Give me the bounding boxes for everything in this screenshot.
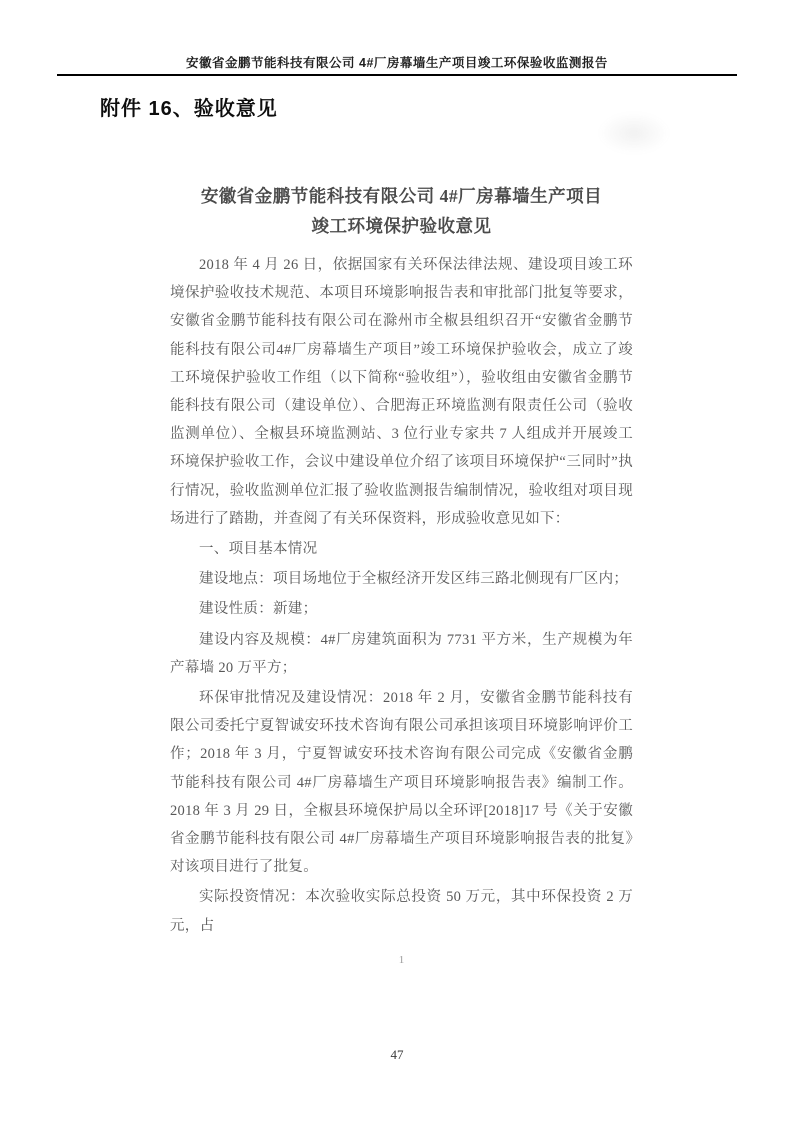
doc-title-line-1: 安徽省金鹏节能科技有限公司 4#厂房幕墙生产项目 [200,186,603,206]
doc-paragraph-intro: 2018 年 4 月 26 日，依据国家有关环保法律法规、建设项目竣工环境保护验收技术规范、本项目环境影响报告表和审批部门批复等要求，安徽省金鹏节能科技有限公司在滁州市全椒县组织召开“安徽省金鹏节能科技有限公司4#厂房幕墙生产项目”竣工环境保护验收会，成立了竣工环境保护验收工作组（以下简称“验收组”），验收组由安徽省金鹏节能科技有限公司（建设单位）、合肥海正环境监测有限责任公司（验收监测单位）、全椒县环境监测站、3 位行业专家共 7 人组成并开展竣工环境保护验收工作，会议中建设单位介绍了该项目环境保护“三同时”执行情况，验收监测单位汇报了验收监测报告编制情况，验收组对项目现场进行了踏勘，并查阅了有关环保资料，形成验收意见如下： [170,257,633,527]
doc-page-number: 1 [398,953,405,966]
scan-smudge-artifact [598,112,670,154]
doc-body [170,251,633,940]
doc-paragraph-scale: 建设内容及规模：4#厂房建筑面积为 7731 平方米，生产规模为年产幕墙 20 万平方； [170,631,633,676]
doc-section-heading: 一、项目基本情况 [199,541,318,558]
footer-page-number: 47 [390,1047,404,1062]
doc-paragraph-location: 建设地点：项目场地位于全椒经济开发区纬三路北侧现有厂区内； [199,571,629,588]
doc-paragraph-nature: 建设性质：新建； [199,601,318,618]
doc-title [170,181,633,241]
attachment-heading: 附件 16、验收意见 [100,98,278,120]
scanned-document [170,181,633,966]
report-running-header: 安徽省金鹏节能科技有限公司 4#厂房幕墙生产项目竣工环保验收监测报告 [186,56,608,70]
doc-paragraph-investment: 实际投资情况：本次验收实际总投资 50 万元，其中环保投资 2 万元，占 [170,889,633,934]
doc-paragraph-approval: 环保审批情况及建设情况：2018 年 2 月，安徽省金鹏节能科技有限公司委托宁夏智诚安环技术咨询有限公司承担该项目环境影响评价工作；2018 年 3 月，宁夏智诚安环技术咨询有限公司完成《安徽省金鹏节能科技有限公司 4#厂房幕墙生产项目环境影响报告表》编制工作。2018 年 3 月 29 日，全椒县环境保护局以全环评[2018]17 号《关于安徽省金鹏节能科技有限公司 4#厂房幕墙生产项目环境影响报告表的批复》对该项目进行了批复。 [170,690,633,876]
header-divider [57,74,737,76]
doc-title-line-2: 竣工环境保护验收意见 [311,216,492,236]
